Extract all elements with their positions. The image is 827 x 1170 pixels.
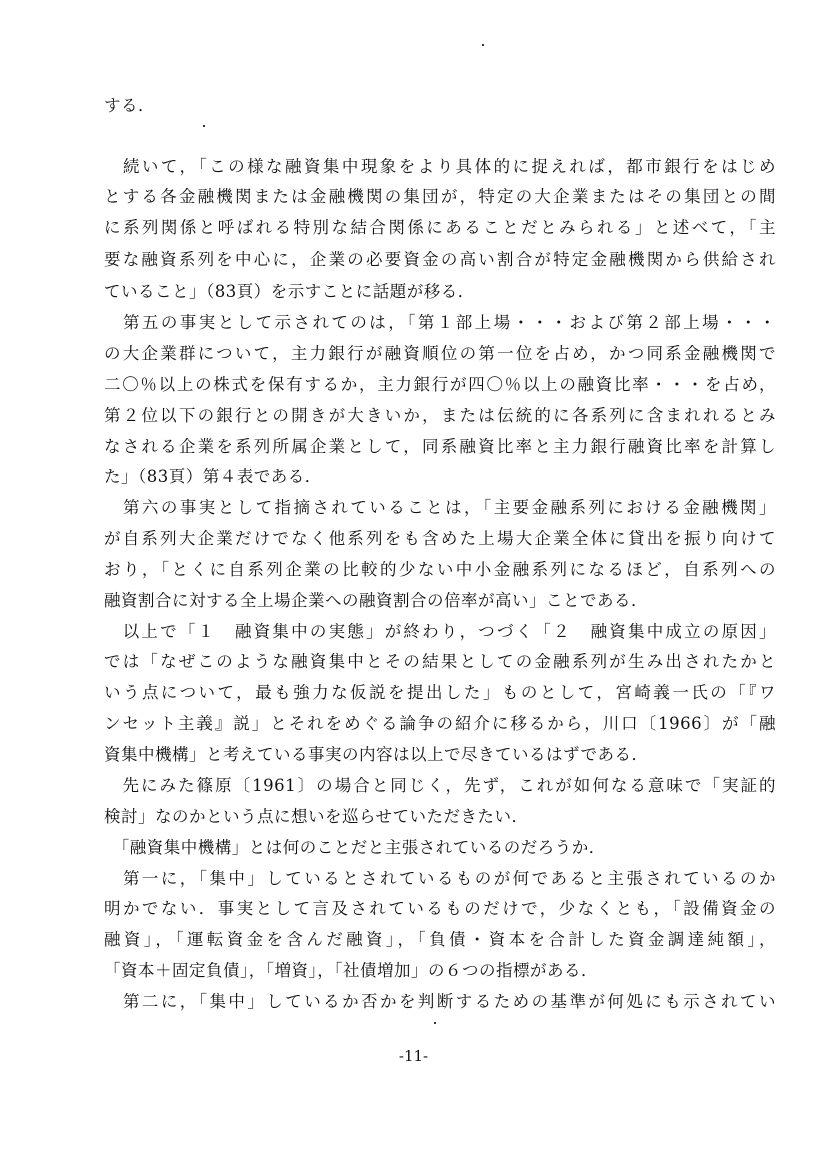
text-line: する．	[104, 96, 155, 115]
text-line: おり，「とくに自系列企業の比較的少ない中小金融系列になるほど，自系列への	[104, 560, 776, 579]
text-line: 先にみた篠原〔1961〕の場合と同じく，先ず，これが如何なる意味で「実証的	[104, 776, 776, 795]
text-line: 第六の事実として指摘されていることは，「主要金融系列における金融機関」	[104, 498, 776, 517]
text-line: 続いて，「この様な融資集中現象をより具体的に捉えれば，都市銀行をはじめ	[104, 157, 776, 176]
text-line: が自系列大企業だけでなく他系列をも含めた上場大企業全体に貸出を振り向けて	[104, 529, 776, 548]
text-line: 以上で「１ 融資集中の実態」が終わり，つづく「２ 融資集中成立の原因」	[104, 622, 776, 641]
text-line: 要な融資系列を中心に，企業の必要資金の高い割合が特定金融機関から供給され	[104, 250, 776, 269]
text-line: 検討」なのかという点に想いを巡らせていただきたい．	[104, 807, 529, 826]
text-line: 「融資集中機構」とは何のことだと主張されているのだろうか．	[104, 838, 606, 857]
text-line: 融資割合に対する全上場企業への融資割合の倍率が高い」ことである．	[104, 591, 648, 610]
text-line: 第２位以下の銀行との開きが大きいか，または伝統的に各系列に含まれれるとみ	[104, 406, 776, 425]
text-line: 第五の事実として示されてのは，「第１部上場・・・および第２部上場・・・	[104, 313, 776, 332]
text-line: いう点について，最も強力な仮説を提出した」ものとして，宮崎義一氏の「『ワ	[104, 683, 776, 702]
text-line: なされる企業を系列所属企業として，同系融資比率と主力銀行融資比率を計算し	[104, 437, 776, 456]
text-line: 第一に，「集中」しているとされているものが何であると主張されているのか	[104, 869, 776, 888]
text-line: 二〇％以上の株式を保有するか，主力銀行が四〇％以上の融資比率・・・を占め，	[104, 375, 776, 394]
text-line: とする各金融機関または金融機関の集団が，特定の大企業またはその集団との間	[104, 187, 776, 206]
text-line: ンセット主義』説」とそれをめぐる論争の紹介に移るから，川口〔1966〕が「融	[104, 714, 776, 733]
text-line: ていること」（83頁）を示すことに話題が移る．	[104, 282, 475, 301]
text-line: 明かでない．事実として言及されているものだけで，少なくとも，「設備資金の	[104, 899, 776, 918]
text-line: 資集中機構」と考えている事実の内容は以上で尽きているはずである．	[104, 745, 649, 764]
text-line: 「資本＋固定負債」，「増資」，「社債増加」の６つの指標がある．	[104, 961, 598, 980]
text-line: 第二に，「集中」しているか否かを判断するための基準が何処にも示されてい	[104, 992, 776, 1011]
text-line: の大企業群について，主力銀行が融資順位の第一位を占め，かつ同系金融機関で	[104, 344, 776, 363]
scan-speck	[482, 44, 484, 46]
text-line: 融資」，「運転資金を含んだ融資」，「負債・資本を合計した資金調達純額」，	[104, 930, 776, 949]
scan-speck	[434, 1022, 436, 1024]
text-line: では「なぜこのような融資集中とその結果としての金融系列が生み出されたかと	[104, 652, 776, 671]
text-line: に系列関係と呼ばれる特別な結合関係にあることだとみられる」と述べて，「主	[104, 218, 776, 237]
text-line: た」（83頁）第４表である．	[104, 467, 322, 486]
page-number: -11-	[398, 1047, 429, 1065]
scan-speck	[203, 125, 205, 127]
